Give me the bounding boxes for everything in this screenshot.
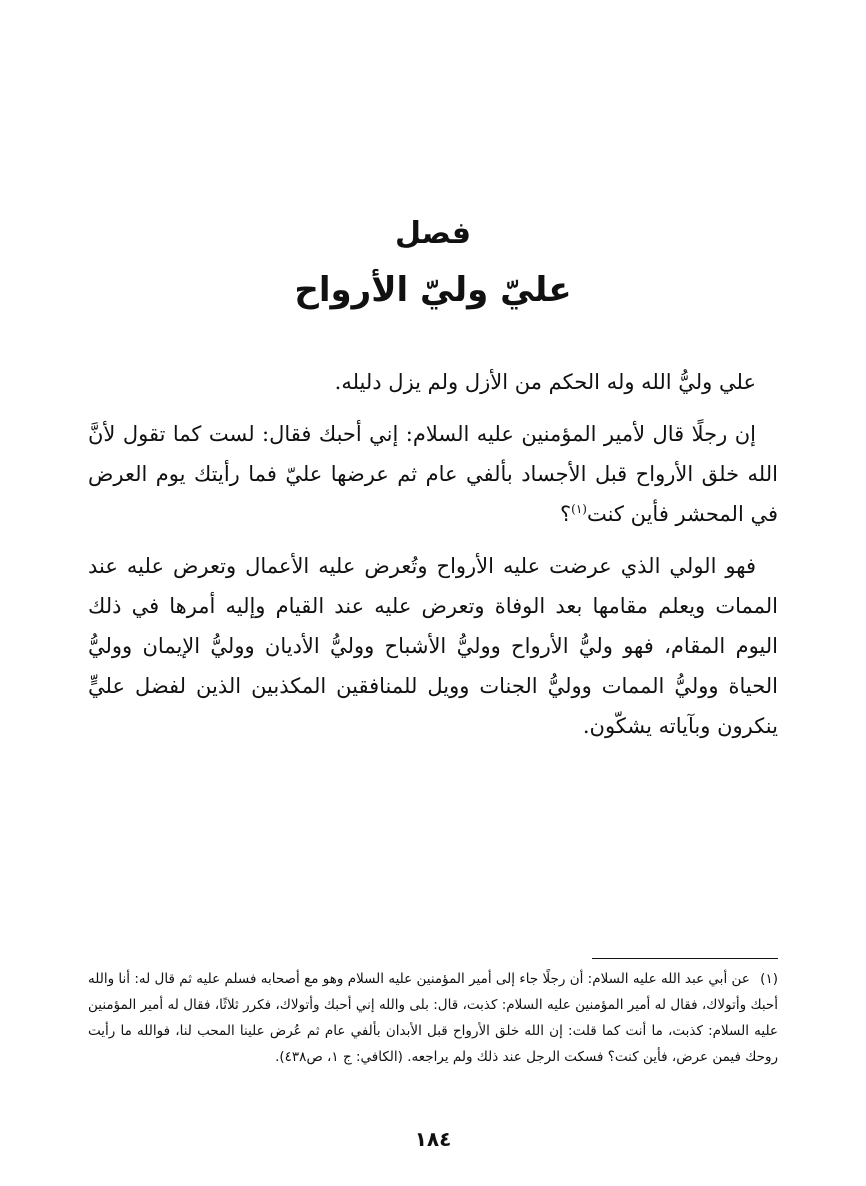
page-title: عليّ وليّ الأرواح	[294, 270, 572, 310]
paragraph-3	[88, 546, 778, 746]
paragraph-2-text: إن رجلًا قال لأمير المؤمنين عليه السلام: إني أحبك فقال: لست كما تقول لأنَّ الله خلق الأرواح قبل الأجساد بألفي عام ثم عرضها عليّ فما رأيتك يوم العرض في المحشر فأين كنت	[88, 422, 778, 526]
body-text	[88, 362, 778, 758]
paragraph-2	[88, 414, 778, 534]
paragraph-2-end: ؟	[559, 502, 572, 526]
paragraph-1	[88, 362, 778, 402]
footnote-number: (١)	[760, 971, 778, 987]
footnote	[88, 966, 778, 1070]
footnote-text: عن أبي عبد الله عليه السلام: أن رجلًا جاء إلى أمير المؤمنين عليه السلام وهو مع أصحابه فسلم عليه ثم قال له: أنا والله أحبك وأتولاك، فقال له أمير المؤمنين عليه السلام: كذبت، قال: بلى والله إني أحبك وأتولاك، فكرر ثلاثًا، فقال له أمير المؤمنين عليه السلام: كذبت، ما أنت كما قلت: إن الله خلق الأرواح قبل الأبدان بألفي عام ثم عُرض علينا المحب لنا، فوالله ما رأيت روحك فيمن عرض، فأين كنت؟ فسكت الرجل عند ذلك ولم يراجعه. (الكافي: ج ١، ص٤٣٨).	[88, 971, 778, 1065]
section-label: فصل	[395, 216, 471, 251]
page-number: ١٨٤	[414, 1127, 452, 1151]
footnote-reference[interactable]: (١)	[571, 502, 587, 516]
paragraph-3-text: فهو الولي الذي عرضت عليه الأرواح وتُعرض عليه الأعمال وتعرض عليه عند الممات ويعلم مقامها بعد الوفاة وتعرض عليه عند القيام وإليه أمرها في ذلك اليوم المقام، فهو وليُّ الأرواح ووليُّ الأشباح ووليُّ الأديان ووليُّ الإيمان ووليُّ الحياة ووليُّ الممات ووليُّ الجنات وويل للمنافقين المكذبين الذين لفضل عليٍّ ينكرون وبآياته يشكّون.	[88, 554, 778, 738]
paragraph-1-text: علي وليُّ الله وله الحكم من الأزل ولم يزل دليله.	[334, 370, 756, 394]
footnote-divider	[592, 958, 778, 959]
